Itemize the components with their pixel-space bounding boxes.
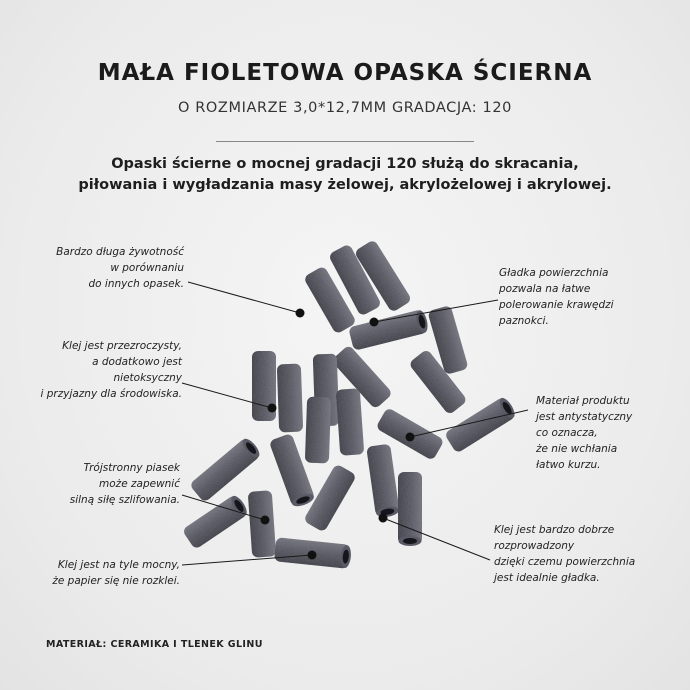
leader-dot-2 [268, 404, 277, 413]
sanding-band [305, 397, 331, 464]
material-footer: MATERIAŁ: CERAMIKA I TLENEK GLINU [46, 639, 263, 650]
leader-dot-1 [296, 309, 305, 318]
leader-dot-4 [308, 551, 317, 560]
sanding-band [182, 493, 250, 550]
annotation-right-2: Materiał produktu jest antystatyczny co oznacza, że nie wchłania łatwo kurzu. [536, 395, 633, 471]
page-subtitle: O ROZMIARZE 3,0*12,7MM GRADACJA: 120 [178, 100, 512, 116]
annotation-left-1: Bardzo długa żywotność w porównaniu do innych opasek. [56, 246, 184, 290]
annotation-left-3: Trójstronny piasek może zapewnić silną siłę szlifowania. [69, 462, 180, 506]
annotation-left-2: Klej jest przezroczysty, a dodatkowo jest nietoksyczny i przyjazny dla środowiska. [40, 340, 182, 400]
leader-dot-5 [370, 318, 379, 327]
sanding-band [248, 490, 277, 558]
sanding-band [336, 388, 365, 456]
annotation-left-4: Klej jest na tyle mocny, że papier się nie rozklei. [52, 559, 180, 587]
annotation-right-1: Gładka powierzchnia pozwala na łatwe polerowanie krawędzi paznokci. [499, 267, 614, 327]
annotation-right-3: Klej jest bardzo dobrze rozprowadzony dzięki czemu powierzchnia jest idealnie gładka. [494, 524, 636, 584]
page-title: MAŁA FIOLETOWA OPASKA ŚCIERNA [97, 60, 593, 86]
leader-dot-3 [261, 516, 270, 525]
sanding-band [366, 444, 400, 519]
sanding-band [277, 364, 303, 433]
sanding-band [398, 472, 422, 546]
sanding-band [348, 309, 429, 351]
leader-line-1 [188, 282, 300, 313]
intro-text: Opaski ścierne o mocnej gradacji 120 służą do skracania, piłowania i wygładzania masy żelowej, akrylożelowej i akrylowej. [78, 156, 612, 193]
leader-dot-6 [406, 433, 415, 442]
leader-dot-7 [379, 514, 388, 523]
